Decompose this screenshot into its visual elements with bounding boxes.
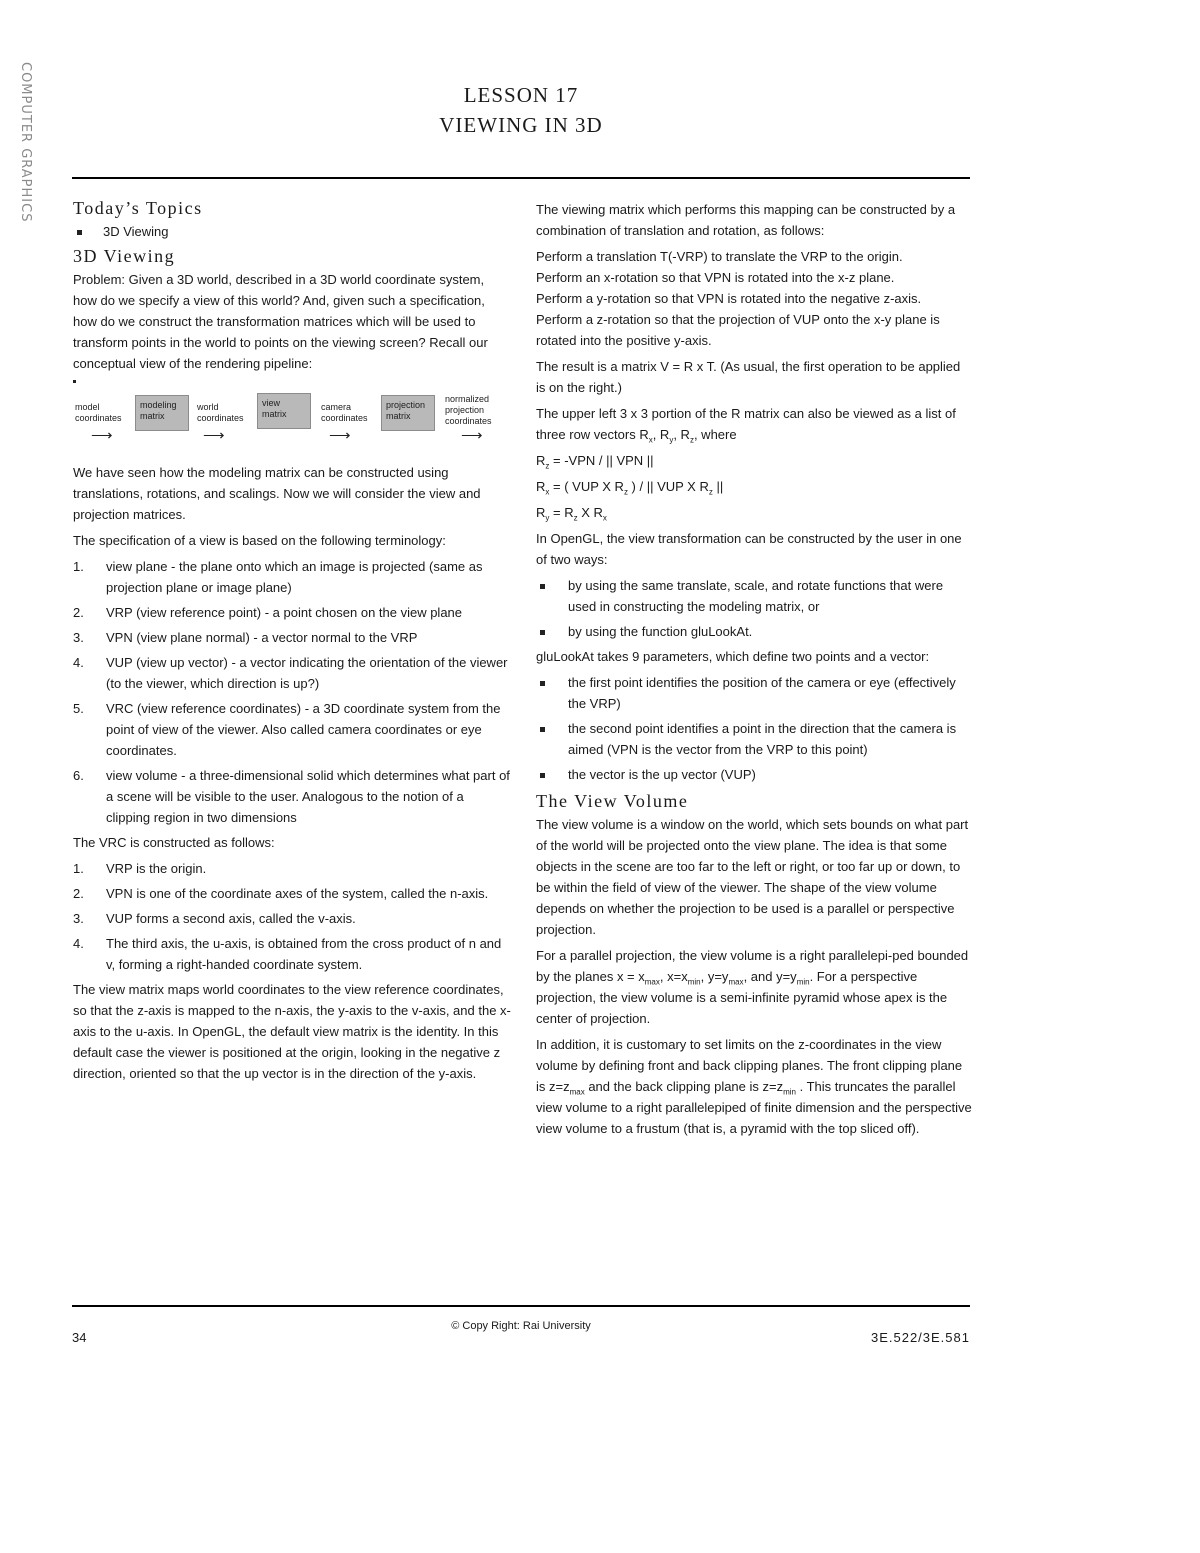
bullet-square-icon [536, 621, 568, 642]
pipeline-dot [73, 380, 76, 383]
x-rotation-step: Perform an x-rotation so that VPN is rotated into the x-z plane. [536, 270, 895, 285]
vrc-intro-paragraph: The VRC is constructed as follows: [73, 835, 275, 850]
list-item: 4. VUP (view up vector) - a vector indicating the orientation of the viewer (to the viewer, which direction is up?) [73, 655, 508, 691]
3d-viewing-heading: 3D Viewing [73, 246, 176, 266]
view-volume-heading: The View Volume [536, 791, 689, 811]
pipeline-normalized-projection-coordinates: normalized projection coordinates [445, 394, 492, 426]
left-column [73, 196, 511, 1089]
list-item: 1. view plane - the plane onto which an image is projected (same as projection plane or image plane) [73, 559, 483, 595]
right-column [536, 199, 973, 1144]
parallel-projection-paragraph: For a parallel projection, the view volume is a right parallelepi-ped bounded by the planes $x = x_{max}$, $x=x_{min}$, $y=y_{max}$, and $y=y_{min}$. For a perspective projection, the view volume is a semi-infinite pyramid whose apex is the center of projection. [536, 948, 969, 1026]
bullet-square-icon [536, 718, 568, 760]
pipeline-view-matrix: view matrix [257, 393, 311, 429]
list-item: 3. VPN (view plane normal) - a vector normal to the VRP [73, 630, 418, 645]
rendering-pipeline-diagram [73, 380, 513, 452]
pipeline-modeling-matrix: modeling matrix [135, 395, 189, 431]
clipping-planes-paragraph: In addition, it is customary to set limits on the z-coordinates in the view volume by defining front and back clipping planes. The front clipping plane is $z=z_{max}$ and the back clipping plane is $z=z_{min}$ . This truncates the parallel view volume to a right parallelepiped of finite dimension and the perspective view volume to a frustum (that is, a pyramid with the top sliced off). [536, 1037, 972, 1136]
problem-paragraph: Problem: Given a 3D world, described in a 3D world coordinate system, how do we specify a view of this world? And, given such a specification, how do we construct the transformation matrices which will be used to transform points in the world to points on the viewing screen? Recall our conceptual view of the rendering pipeline: [73, 272, 488, 371]
opengl-ways-paragraph: In OpenGL, the view transformation can be constructed by the user in one of two ways: [536, 531, 962, 567]
arrow-right-icon: ⟶ [91, 427, 113, 444]
course-code: 3E.522/3E.581 [870, 1330, 970, 1345]
equation-ry: $R_y = R_z$ X $R_x$ [536, 505, 607, 523]
equation-rz: $R_z = -VPN$ / || VPN || [536, 453, 654, 471]
list-item: the second point identifies a point in the direction that the camera is aimed (VPN is the vector from the VRP to this point) [536, 718, 973, 760]
list-item: by using the same translate, scale, and rotate functions that were used in constructing the modeling matrix, or [536, 575, 973, 617]
side-running-head: COMPUTER GRAPHICS [18, 62, 33, 223]
pipeline-camera-coordinates: camera coordinates [321, 402, 368, 423]
list-item: 3. VUP forms a second axis, called the v-axis. [73, 911, 356, 926]
page-number: 34 [72, 1330, 87, 1345]
list-item: by using the function gluLookAt. [536, 621, 973, 642]
list-item: 2. VPN is one of the coordinate axes of the system, called the n-axis. [73, 886, 489, 901]
z-rotation-step: Perform a z-rotation so that the projection of VUP onto the x-y plane is rotated into the positive y-axis. [536, 312, 940, 348]
lesson-subject: VIEWING IN 3D [439, 113, 603, 137]
bullet-square-icon [536, 764, 568, 785]
top-rule [72, 177, 970, 179]
list-item: the vector is the up vector (VUP) [536, 764, 973, 785]
list-item: 4. The third axis, the u-axis, is obtained from the cross product of n and v, forming a right-handed coordinate system. [73, 936, 502, 972]
y-rotation-step: Perform a y-rotation so that VPN is rotated into the negative z-axis. [536, 291, 922, 306]
copyright-notice: © Copy Right: Rai University [451, 1320, 591, 1332]
list-item: the first point identifies the position of the camera or eye (effectively the VRP) [536, 672, 973, 714]
list-item: 5. VRC (view reference coordinates) - a 3D coordinate system from the point of view of the viewer. Also called camera coordinates or eye coordinates. [73, 701, 501, 758]
bullet-square-icon [536, 575, 568, 617]
lesson-number: LESSON 17 [463, 83, 579, 107]
specification-paragraph: The specification of a view is based on the following terminology: [73, 533, 446, 548]
view-matrix-paragraph: The view matrix maps world coordinates to the view reference coordinates, so that the z-axis is mapped to the n-axis, the y-axis to the v-axis, and the x-axis to the u-axis. In OpenGL, the default view matrix is the identity. In this default case the viewer is positioned at the origin, looking in the negative z direction, oriented so that the up vector is in the direction of the y-axis. [73, 982, 511, 1081]
topic-item: 3D Viewing [73, 221, 511, 242]
list-item: 2. VRP (view reference point) - a point chosen on the view plane [73, 605, 463, 620]
pipeline-model-coordinates: model coordinates [75, 402, 122, 423]
todays-topics-heading: Today’s Topics [73, 198, 203, 218]
pipeline-world-coordinates: world coordinates [197, 402, 244, 423]
modeling-matrix-paragraph: We have seen how the modeling matrix can be constructed using translations, rotations, and scalings. Now we will consider the view and projection matrices. [73, 465, 481, 522]
arrow-right-icon: ⟶ [461, 427, 483, 444]
row-vectors-paragraph: The upper left 3 x 3 portion of the R matrix can also be viewed as a list of three row vectors $R_x$, $R_y$, $R_z$, where [536, 406, 956, 445]
bullet-square-icon [536, 672, 568, 714]
result-paragraph: The result is a matrix V = R x T. (As usual, the first operation to be applied is on the right.) [536, 359, 961, 395]
arrow-right-icon: ⟶ [329, 427, 351, 444]
pipeline-projection-matrix: projection matrix [381, 395, 435, 431]
glulookat-paragraph: gluLookAt takes 9 parameters, which define two points and a vector: [536, 649, 930, 664]
terminology-list [73, 556, 511, 828]
lesson-title [72, 80, 970, 140]
vrc-steps-list [73, 858, 511, 975]
list-item: 6. view volume - a three-dimensional solid which determines what part of a scene will be visible to the user. Analogous to the notion of a clipping region in two dimensions [73, 768, 510, 825]
bottom-rule [72, 1305, 970, 1307]
viewing-matrix-paragraph: The viewing matrix which performs this mapping can be constructed by a combination of translation and rotation, as follows: [536, 202, 956, 238]
list-item: 1. VRP is the origin. [73, 861, 207, 876]
equation-rx: $R_x$ = ( VUP X $R_z$ ) / || VUP X $R_z$ || [536, 479, 724, 497]
translate-step: Perform a translation T(-VRP) to translate the VRP to the origin. [536, 249, 903, 264]
arrow-right-icon: ⟶ [203, 427, 225, 444]
view-volume-paragraph: The view volume is a window on the world, which sets bounds on what part of the world will be projected onto the view plane. The idea is that some objects in the scene are too far to the left or right, or too far up or down, to be within the field of view of the viewer. The shape of the view volume depends on whether the projection to be used is a parallel or perspective projection. [536, 817, 969, 937]
bullet-square-icon [73, 221, 105, 242]
